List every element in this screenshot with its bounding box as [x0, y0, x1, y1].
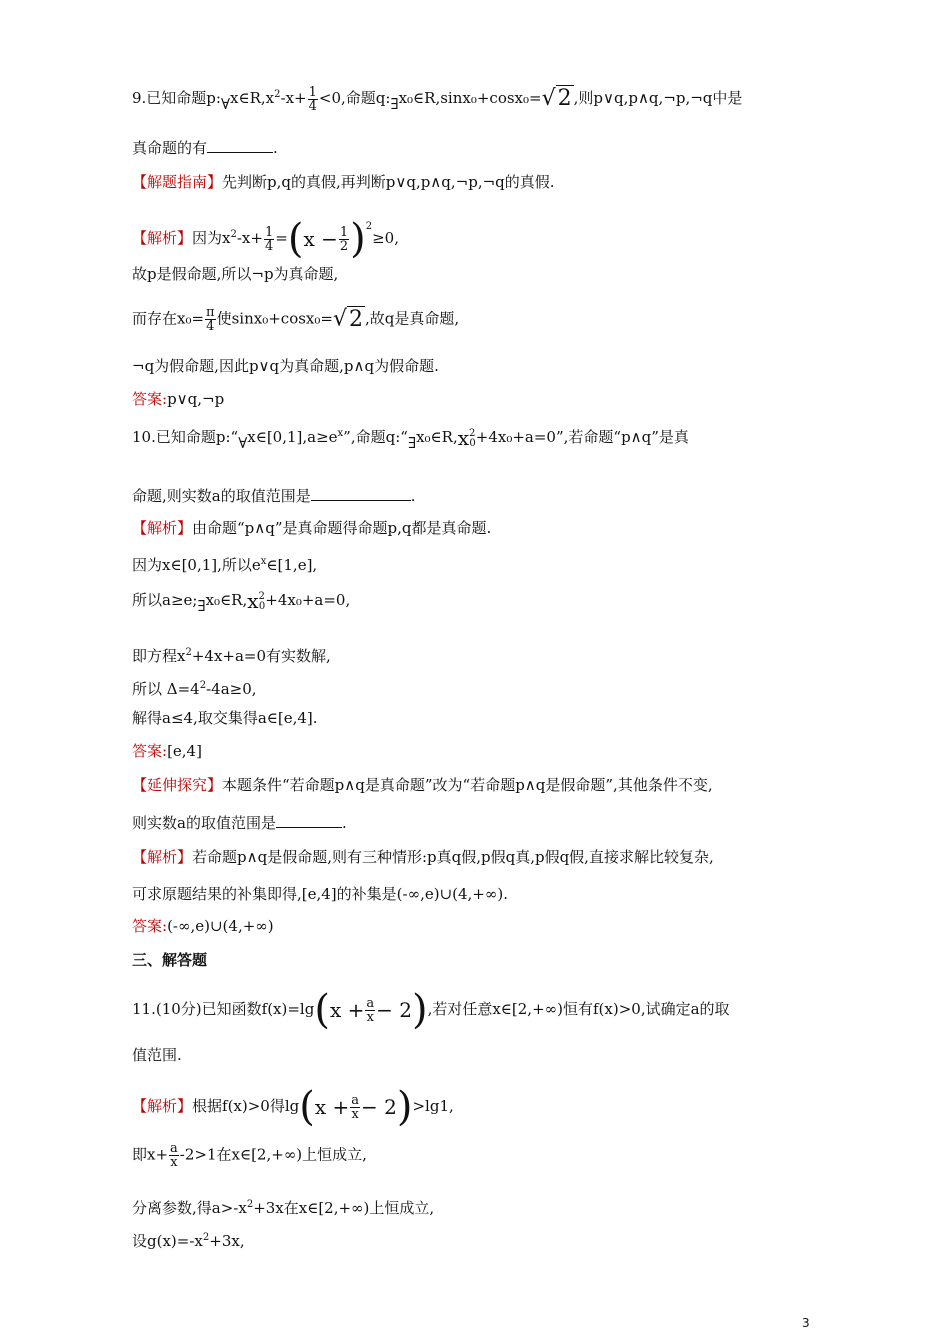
- q11-stem-line2: 值范围.: [132, 1046, 182, 1064]
- q9-stem-line1: 9.已知命题$p:\forall x\in R,x^2-x+$ $\frac{1}{4}$ <0,命题q:∃x₀∈R,sinx₀+cosx₀=√2 ,则p∨q,p∧q,¬p,¬q中是: [132, 84, 743, 114]
- answer-blank: [207, 138, 273, 153]
- q10-solution-line3: 所以$a\ge e;\exists x_0\in R,x^2_0+4x_0+a=0$,: [132, 589, 351, 615]
- q10-solution-line5: 所以 $\Delta=4^2-4a\ge 0$,: [132, 680, 257, 698]
- page-number: 3: [802, 1316, 810, 1330]
- q11-solution-line1: 【解析】根据f(x)>0得lg(x + $\frac{a}{x}$ − 2)>lg1,: [132, 1084, 454, 1130]
- q9-stem-line2: 真命题的有 .: [132, 139, 278, 157]
- q10-solution-line2: 因为x∈[0,1],所以$e^x\in[1,e]$,: [132, 556, 318, 574]
- q11-stem-line1: 11.(10分)已知函数f(x)=lg(x + $\frac{a}{x}$ − 2),若对任意x∈[2,+∞)恒有f(x)>0,试确定a的取: [132, 987, 730, 1033]
- q10-solution-line4: 即方程$x^2+4x+a=0$有实数解,: [132, 647, 331, 665]
- answer-blank: [311, 486, 411, 501]
- section-heading: 三、解答题: [132, 951, 208, 969]
- q9-solution-line2: 故p是假命题,所以¬p为真命题,: [132, 265, 339, 283]
- q10-solution-line6: 解得a≤4,取交集得a∈[e,4].: [132, 709, 318, 727]
- q10-stem-line1: 10.已知命题$p:“\forall x\in[0,1],a\ge e^x$”,命题$q:“\exists x_0\in R,x^2_0+4x_0+a=0$”,若命题“p∧q”是真: [132, 426, 689, 452]
- q11-solution-line3: 分离参数,得$a>-x^2+3x$在x∈[2,+∞)上恒成立,: [132, 1199, 435, 1217]
- q11-solution-line4: 设$g(x)=-x^2+3x$,: [132, 1232, 245, 1250]
- q10-extension-answer: 答案:(-∞,e)∪(4,+∞): [132, 917, 274, 935]
- q9-guide: 【解题指南】先判断p,q的真假,再判断p∨q,p∧q,¬p,¬q的真假.: [132, 173, 555, 191]
- q9-solution-line1: 【解析】因为$x^2-x+$ $\frac{1}{4}$ =(x − $\frac{1}{2}$ )$^2$≥0,: [132, 216, 399, 262]
- q11-solution-line2: 即x+ $\frac{a}{x}$ -2>1在x∈[2,+∞)上恒成立,: [132, 1141, 367, 1170]
- q10-extension-line1: 【延伸探究】本题条件“若命题p∧q是真命题”改为“若命题p∧q是假命题”,其他条件不变,: [132, 776, 713, 794]
- answer-blank: [276, 813, 342, 828]
- q9-solution-line3: 而存在x₀= $\frac{\pi}{4}$ 使sinx₀+cosx₀=√2 ,故q是真命题,: [132, 305, 460, 334]
- q10-answer: 答案:[e,4]: [132, 742, 202, 760]
- q9-solution-line4: ¬q为假命题,因此p∨q为真命题,p∧q为假命题.: [132, 357, 439, 375]
- sqrt-two: √2: [541, 86, 572, 111]
- q10-stem-line2: 命题,则实数a的取值范围是 .: [132, 487, 416, 505]
- q10-extension-line2: 则实数a的取值范围是 .: [132, 814, 347, 832]
- q10-extension-solution-line2: 可求原题结果的补集即得,[e,4]的补集是(-∞,e)∪(4,+∞).: [132, 885, 508, 903]
- q9-answer: 答案:p∨q,¬p: [132, 390, 225, 408]
- q10-solution-line1: 【解析】由命题“p∧q”是真命题得命题p,q都是真命题.: [132, 519, 492, 537]
- fraction-one-quarter: $\frac{1}{4}$: [308, 84, 317, 114]
- q10-extension-solution-line1: 【解析】若命题p∧q是假命题,则有三种情形:p真q假,p假q真,p假q假,直接求解比较复杂,: [132, 848, 714, 866]
